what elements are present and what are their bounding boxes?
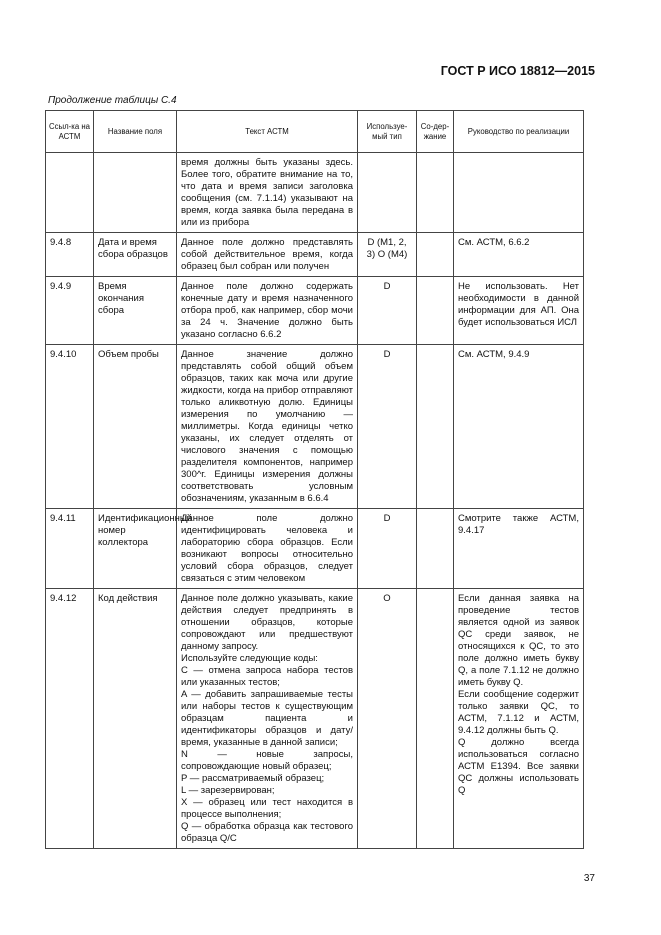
action-code-use-codes: Используйте следующие коды: (181, 653, 318, 664)
action-code-q: Q — обработка образца как тестового образца Q/C (181, 821, 353, 844)
cell-name: Время окончания сбора (94, 277, 177, 345)
table-row (46, 345, 584, 509)
cell-ref: 9.4.10 (46, 345, 94, 509)
cell-guide (454, 153, 584, 233)
cell-ref: 9.4.9 (46, 277, 94, 345)
cell-type (358, 153, 417, 233)
cell-ref: 9.4.12 (46, 589, 94, 849)
table-row (46, 233, 584, 277)
col-header-text: Текст АСТМ (177, 111, 358, 153)
cell-text: Данное значение должно представлять собой общий объем образцов, таких как моча или другие жидкости, когда на прибор отправляют только аликвотную долю. Единицы измерения по умолчанию — миллиметры. Когда единицы четко указаны, их следует отделять от числового значения с помощью разделителя компонентов, например 300^г. Единицы измерения должны соответствовать условным обозначениям, указанным в 6.6.4 (177, 345, 358, 509)
col-header-type: Используе-мый тип (358, 111, 417, 153)
action-code-l: L — зарезервирован; (181, 785, 275, 796)
col-header-content: Со-дер-жание (417, 111, 454, 153)
cell-name: Идентификационный номер коллектора (94, 509, 177, 589)
action-code-intro: Данное поле должно указывать, какие действия следует предпринять в отношении образцов, которые сопровождают или предшествуют данному запросу. (181, 593, 353, 652)
cell-name: Дата и время сбора образцов (94, 233, 177, 277)
table-row (46, 153, 584, 233)
cell-name (94, 153, 177, 233)
guide-paragraph: Если сообщение содержит только заявки QC, то АСТМ, 7.1.12 и АСТМ, 9.4.12 должны быть Q. (458, 689, 579, 736)
action-code-a: A — добавить запрашиваемые тесты или наборы тестов к существующим образцам пациента и идентификаторы образцов и дату/время, указанные в данной записи; (181, 689, 353, 748)
cell-type: D (358, 277, 417, 345)
cell-text: Данное поле должно идентифицировать человека и лабораторию сбора образцов. Если возникают вопросы относительно условий сбора образцов, следует связаться с этим человеком (177, 509, 358, 589)
standard-header: ГОСТ Р ИСО 18812—2015 (440, 64, 595, 78)
cell-guide: См. АСТМ, 6.6.2 (454, 233, 584, 277)
cell-guide: См. АСТМ, 9.4.9 (454, 345, 584, 509)
action-code-c: C — отмена запроса набора тестов или указанных тестов; (181, 665, 353, 688)
cell-name: Объем пробы (94, 345, 177, 509)
cell-type: D (358, 509, 417, 589)
guide-paragraph: Если данная заявка на проведение тестов является одной из заявок QC среди заявок, не относящихся к QC, то это поле должно иметь букву Q, а поле 7.1.12 не должно иметь букву Q. (458, 593, 579, 688)
guide-paragraph: Q должно всегда использоваться согласно АСТМ Е1394. Все заявки QC должны использовать Q (458, 737, 579, 796)
cell-type: D (M1, 2, 3) O (M4) (358, 233, 417, 277)
col-header-ref: Ссыл-ка на АСТМ (46, 111, 94, 153)
table-caption: Продолжение таблицы С.4 (48, 95, 177, 106)
col-header-name: Название поля (94, 111, 177, 153)
table-row (46, 277, 584, 345)
cell-content (417, 153, 454, 233)
cell-type: D (358, 345, 417, 509)
cell-name: Код действия (94, 589, 177, 849)
cell-text: время должны быть указаны здесь. Более того, обратите внимание на то, что дата и время записи заголовка сообщения (см. 7.1.14) указывают на время, когда заявка была передана в или из прибора (177, 153, 358, 233)
cell-text: Данное поле должно содержать конечные дату и время назначенного отбора проб, как например, сбор мочи за 24 ч. Значение должно быть указано согласно 6.6.2 (177, 277, 358, 345)
cell-guide (454, 589, 584, 849)
cell-text: Данное поле должно представлять собой действительное время, когда образец был собран или получен (177, 233, 358, 277)
cell-content (417, 509, 454, 589)
cell-type: O (358, 589, 417, 849)
cell-content (417, 589, 454, 849)
cell-ref: 9.4.11 (46, 509, 94, 589)
cell-ref (46, 153, 94, 233)
cell-ref: 9.4.8 (46, 233, 94, 277)
page-number: 37 (583, 873, 595, 884)
action-code-n: N — новые запросы, сопровождающие новый образец; (181, 749, 353, 772)
col-header-guide: Руководство по реализации (454, 111, 584, 153)
table-header-row (46, 111, 584, 153)
action-code-p: P — рассматриваемый образец; (181, 773, 325, 784)
cell-guide: Не использовать. Нет необходимости в данной информации для АП. Она будет использоваться ИСЛ (454, 277, 584, 345)
cell-guide: Смотрите также АСТМ, 9.4.17 (454, 509, 584, 589)
cell-content (417, 345, 454, 509)
action-code-x: X — образец или тест находится в процессе выполнения; (181, 797, 353, 820)
table-row (46, 509, 584, 589)
table-row (46, 589, 584, 849)
cell-content (417, 277, 454, 345)
specification-table (45, 110, 584, 849)
cell-text (177, 589, 358, 849)
cell-content (417, 233, 454, 277)
